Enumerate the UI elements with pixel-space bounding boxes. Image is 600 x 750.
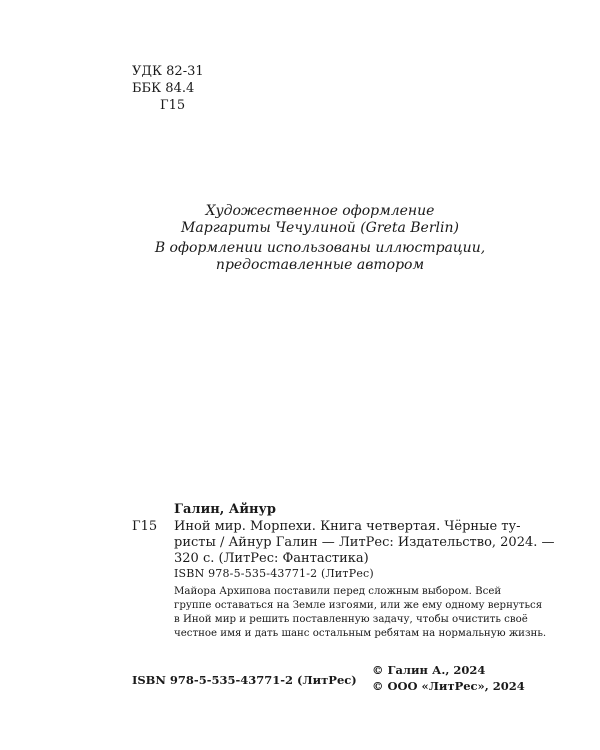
design-credit-line-2: Маргариты Чечулиной (Greta Berlin): [181, 220, 459, 236]
footer-isbn: ISBN 978-5-535-43771-2 (ЛитРес): [132, 673, 357, 687]
design-credit-line-1: Художественное оформление: [205, 203, 435, 219]
copyright-publisher: © ООО «ЛитРес», 2024: [372, 679, 525, 693]
bib-line: Иной мир. Морпехи. Книга четвертая. Чёрные ту-: [174, 519, 521, 534]
copyright-block: [372, 662, 525, 694]
classification-codes: [132, 63, 204, 114]
annotation-line: честное имя и дать шанс остальным ребятам на нормальную жизнь.: [174, 628, 547, 639]
bib-line: 320 с. (ЛитРес: Фантастика): [174, 551, 369, 566]
author-mark: Г15: [160, 98, 186, 113]
annotation-line: в Иной мир и решить поставленную задачу, чтобы очистить своё: [174, 614, 528, 625]
annotation-line: Майора Архипова поставили перед сложным выбором. Всей: [174, 586, 502, 597]
copyright-author: © Галин А., 2024: [372, 663, 486, 677]
illustration-credit: [150, 240, 490, 274]
illustration-credit-line-2: предоставленные автором: [215, 257, 425, 273]
annotation-line: группе оставаться на Земле изгоями, или же ему одному вернуться: [174, 600, 543, 611]
udk-code: УДК 82-31: [132, 64, 204, 79]
bibliographic-description: [174, 519, 555, 567]
bib-line: ристы / Айнур Галин — ЛитРес: Издательство, 2024. —: [174, 535, 555, 550]
catalog-isbn: ISBN 978-5-535-43771-2 (ЛитРес): [174, 567, 374, 580]
design-credit: [150, 203, 490, 237]
bbk-code: ББК 84.4: [132, 81, 195, 96]
annotation: [174, 585, 547, 641]
catalog-author-mark: Г15: [132, 519, 158, 534]
illustration-credit-line-1: В оформлении использованы иллюстрации,: [154, 240, 486, 256]
catalog-author: Галин, Айнур: [174, 502, 276, 517]
